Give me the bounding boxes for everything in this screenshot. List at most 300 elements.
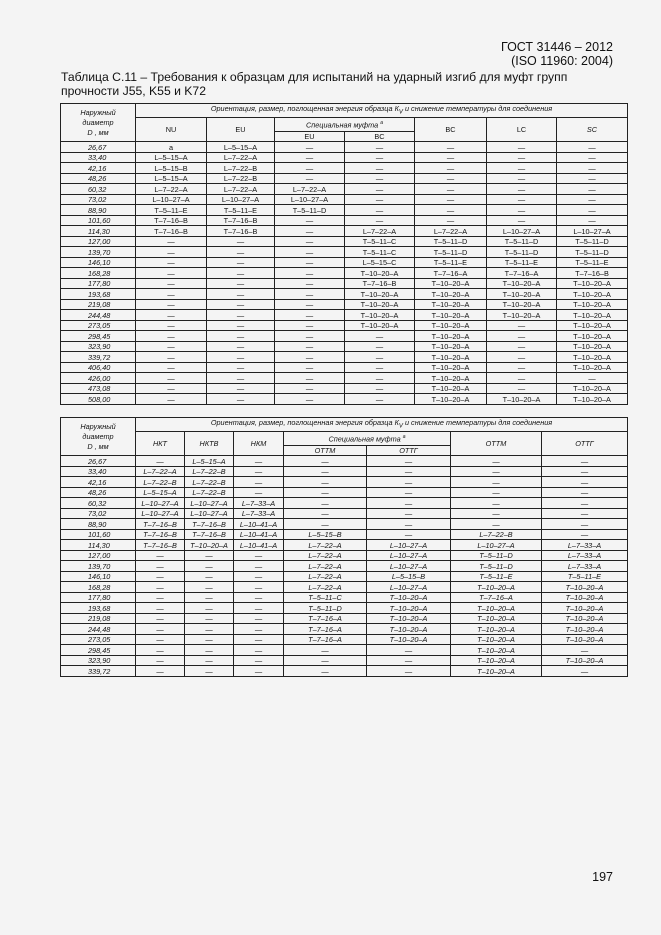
diameter-cell: 60,32 [61,184,136,195]
table-cell: — [542,519,628,530]
table-cell: T–10–20–A [451,666,542,677]
table-cell: T–10–20–A [415,278,487,289]
table-cell: — [234,645,284,656]
table-cell: — [367,519,451,530]
table-cell: — [136,247,207,258]
table-row [61,341,628,352]
table-cell: T–10–20–A [415,320,487,331]
table-cell: — [275,299,345,310]
table-cell: T–5–11–D [557,247,628,258]
table-cell: T–5–11–D [415,236,487,247]
table-cell: T–5–11–D [284,603,367,614]
table-cell: — [415,152,487,163]
table-cell: — [367,498,451,509]
table-cell: — [367,645,451,656]
table-cell: T–5–11–D [487,247,557,258]
table-row [61,666,628,677]
table-cell: L–7–22–A [284,540,367,551]
table-cell: — [136,383,207,394]
table-cell: T–10–20–A [557,394,628,405]
diameter-cell: 48,26 [61,173,136,184]
table-cell: T–10–20–A [487,278,557,289]
table-cell: T–10–20–A [542,634,628,645]
table-cell: T–10–20–A [557,331,628,342]
table-cell: — [415,184,487,195]
table-cell: T–10–20–A [451,603,542,614]
table-cell: L–7–33–A [542,540,628,551]
table-cell: — [185,561,234,572]
table-cell: T–10–20–A [557,320,628,331]
table-row [61,394,628,405]
diameter-cell: 244,48 [61,624,136,635]
table-row [61,477,628,488]
table-cell: T–10–20–A [415,299,487,310]
table-cell: — [542,529,628,540]
table-cell: — [185,603,234,614]
table-cell: L–5–15–C [345,257,415,268]
table-cell: — [275,257,345,268]
table-cell: — [345,362,415,373]
table-cell: T–5–11–D [487,236,557,247]
table-cell: — [136,331,207,342]
table-cell: — [136,645,185,656]
table-cell: L–10–41–A [234,529,284,540]
table-cell: — [136,268,207,279]
table-cell: L–10–41–A [234,519,284,530]
table-cell: — [542,508,628,519]
table-cell: — [487,383,557,394]
standard-number: ГОСТ 31446 – 2012 [501,40,613,54]
table-cell: — [207,236,275,247]
table-cell: — [136,310,207,321]
table-cell: — [487,320,557,331]
impact-test-table-2 [60,417,628,677]
table-cell: T–10–20–A [557,278,628,289]
table-cell: — [275,142,345,153]
table-cell: L–5–15–A [185,456,234,467]
table-cell: T–10–20–A [367,624,451,635]
table-cell: — [234,634,284,645]
table-cell: T–10–20–A [542,603,628,614]
table-cell: — [451,487,542,498]
table-cell: — [557,373,628,384]
table-cell: L–10–27–A [185,498,234,509]
table-cell: L–7–22–A [275,184,345,195]
diameter-cell: 127,00 [61,550,136,561]
table-cell: — [207,257,275,268]
diameter-cell: 33,40 [61,466,136,477]
col-header: LC [487,118,557,142]
table-row [61,456,628,467]
table-cell: — [234,624,284,635]
table-cell: — [542,477,628,488]
col-header: BC [345,131,415,142]
table-cell: T–10–20–A [415,394,487,405]
table-cell: T–10–20–A [542,592,628,603]
table-row [61,634,628,645]
table-cell: — [275,215,345,226]
table-cell: — [207,341,275,352]
table-cell: T–7–16–B [136,529,185,540]
table-cell: — [284,655,367,666]
special-coupling-header: Специальная муфта $^a$ [275,118,415,131]
table-cell: — [136,550,185,561]
table-cell: L–7–22–A [284,561,367,572]
table-cell: — [207,373,275,384]
table-cell: T–7–16–B [136,519,185,530]
table-cell: — [275,226,345,237]
table-cell: — [136,655,185,666]
diameter-cell: 88,90 [61,205,136,216]
table-cell: L–10–27–A [136,498,185,509]
table-cell: — [542,487,628,498]
table-cell: L–10–27–A [136,194,207,205]
table-row [61,466,628,477]
diameter-cell: 177,80 [61,278,136,289]
table-cell: T–10–20–A [451,613,542,624]
diameter-cell: 273,05 [61,634,136,645]
table-cell: L–7–22–A [345,226,415,237]
col-header: NU [136,118,207,142]
table-cell: T–7–16–A [451,592,542,603]
diameter-cell: 60,32 [61,498,136,509]
table-cell: — [136,320,207,331]
diameter-cell: 406,40 [61,362,136,373]
table-cell: T–10–20–A [542,582,628,593]
table-cell: — [275,341,345,352]
table-row [61,257,628,268]
table-cell: — [367,666,451,677]
table-cell: — [207,247,275,258]
table-cell: — [542,645,628,656]
table-cell: — [275,173,345,184]
table-cell: L–7–22–B [207,173,275,184]
diameter-cell: 146,10 [61,571,136,582]
table-cell: — [284,466,367,477]
table-cell: — [207,289,275,300]
table-cell: L–10–27–A [275,194,345,205]
table-cell: — [136,362,207,373]
table-cell: — [234,582,284,593]
table-cell: — [234,666,284,677]
table-cell: — [415,215,487,226]
table-cell: — [451,498,542,509]
table-cell: — [234,477,284,488]
table-cell: L–5–15–A [136,487,185,498]
table-cell: L–7–22–A [415,226,487,237]
table-cell: T–10–20–A [415,310,487,321]
table-cell: — [415,205,487,216]
table-row [61,529,628,540]
table-cell: T–7–16–A [487,268,557,279]
table-cell: — [207,394,275,405]
table-cell: L–10–27–A [487,226,557,237]
diameter-cell: 73,02 [61,508,136,519]
table-cell: — [345,152,415,163]
table-cell: T–10–20–A [415,383,487,394]
table-cell: — [275,268,345,279]
table-row [61,592,628,603]
table-cell: — [234,561,284,572]
diameter-cell: 101,60 [61,529,136,540]
diameter-cell: 244,48 [61,310,136,321]
table-row [61,331,628,342]
table-row [61,173,628,184]
table-cell: — [415,142,487,153]
table-cell: L–10–27–A [367,561,451,572]
table-cell: T–7–16–B [136,540,185,551]
table-cell: — [185,634,234,645]
table-cell: — [415,173,487,184]
table-cell: — [185,571,234,582]
page-number: 197 [592,870,613,884]
table-cell: T–10–20–A [487,299,557,310]
table-cell: L–5–15–B [136,163,207,174]
table-cell: T–10–20–A [557,352,628,363]
table-cell: — [487,215,557,226]
table-cell: T–5–11–D [451,561,542,572]
table-cell: T–10–20–A [415,289,487,300]
table-cell: L–5–15–A [136,173,207,184]
table-cell: — [136,603,185,614]
table-cell: — [234,456,284,467]
table-cell: T–10–20–A [557,289,628,300]
table-row [61,152,628,163]
table-row [61,550,628,561]
table-cell: — [185,582,234,593]
table-row [61,268,628,279]
col-header: BC [415,118,487,142]
table-cell: T–7–16–B [207,215,275,226]
table-cell: T–10–20–A [415,331,487,342]
col-header: ОТТМ [451,432,542,456]
table-row [61,603,628,614]
table-cell: — [487,373,557,384]
table-cell: T–5–11–E [451,571,542,582]
table-cell: — [275,373,345,384]
table-cell: L–7–22–B [185,487,234,498]
table-cell: T–10–20–A [345,310,415,321]
table-cell: — [367,456,451,467]
table-cell: — [275,163,345,174]
table-row [61,561,628,572]
table-cell: T–10–20–A [557,383,628,394]
table-cell: T–10–20–A [367,634,451,645]
special-coupling-header: Специальная муфта $^a$ [284,432,451,445]
table-cell: — [207,320,275,331]
table-row [61,205,628,216]
table-cell: — [487,362,557,373]
table-row [61,236,628,247]
table-cell: T–10–20–A [542,613,628,624]
table-cell: — [207,268,275,279]
table-cell: — [367,487,451,498]
table-row [61,247,628,258]
table-cell: — [345,341,415,352]
table-cell: — [136,571,185,582]
table-cell: L–7–22–B [451,529,542,540]
diameter-cell: 323,90 [61,341,136,352]
table-cell: — [136,634,185,645]
table-row [61,289,628,300]
table-cell: T–5–11–E [557,257,628,268]
table-cell: — [345,184,415,195]
diameter-cell: 193,68 [61,289,136,300]
table-cell: — [345,173,415,184]
table-cell: T–10–20–A [542,624,628,635]
table-cell: — [345,373,415,384]
table-row [61,310,628,321]
table-cell: — [557,184,628,195]
table-cell: — [487,352,557,363]
diameter-cell: 339,72 [61,352,136,363]
diameter-header: Наружный диаметр D , мм [61,104,136,142]
table-cell: — [345,194,415,205]
table-cell: L–7–22–A [136,184,207,195]
table-row [61,613,628,624]
table-cell: L–10–27–A [185,508,234,519]
table-cell: — [136,592,185,603]
table-cell: — [136,278,207,289]
table-cell: T–10–20–A [557,341,628,352]
table-row [61,508,628,519]
table-cell: L–10–27–A [207,194,275,205]
table-cell: T–7–16–B [185,529,234,540]
table-cell: — [185,624,234,635]
table-cell: — [207,383,275,394]
table-cell: — [136,666,185,677]
table-cell: — [415,194,487,205]
table-cell: T–10–20–A [557,299,628,310]
diameter-cell: 339,72 [61,666,136,677]
table-cell: T–5–11–C [345,247,415,258]
diameter-cell: 33,40 [61,152,136,163]
table-cell: — [185,655,234,666]
table-cell: T–7–16–B [136,226,207,237]
table-cell: T–5–11–D [415,247,487,258]
table-cell: L–10–27–A [557,226,628,237]
table-cell: T–10–20–A [451,655,542,666]
table-cell: — [451,466,542,477]
table-cell: — [557,163,628,174]
table-cell: T–10–20–A [415,352,487,363]
table-cell: — [275,383,345,394]
table-cell: — [185,666,234,677]
table-cell: — [284,645,367,656]
table-caption: Таблица С.11 – Требования к образцам для испытаний на ударный изгиб для муфт групп прочности J55, K55 и K72 [61,70,568,98]
diameter-cell: 88,90 [61,519,136,530]
table-cell: T–10–20–A [185,540,234,551]
table-cell: — [136,373,207,384]
table-cell: T–10–20–A [487,394,557,405]
col-header: EU [275,131,345,142]
table-row [61,299,628,310]
table-cell: — [487,205,557,216]
table-cell: L–7–22–B [136,477,185,488]
diameter-cell: 26,67 [61,456,136,467]
table-row [61,571,628,582]
table-cell: — [345,163,415,174]
table-cell: — [557,152,628,163]
table-row [61,540,628,551]
table-cell: T–10–20–A [415,341,487,352]
table-cell: L–7–22–B [207,163,275,174]
table-cell: — [345,352,415,363]
table-cell: — [185,613,234,624]
diameter-cell: 168,28 [61,268,136,279]
diameter-cell: 323,90 [61,655,136,666]
table-cell: L–7–33–A [542,550,628,561]
table-cell: L–7–22–A [207,184,275,195]
table-row [61,655,628,666]
table-cell: L–5–15–A [136,152,207,163]
table-cell: T–7–16–B [557,268,628,279]
table-cell: — [207,278,275,289]
table-cell: T–5–11–C [345,236,415,247]
table-cell: — [542,456,628,467]
diameter-cell: 193,68 [61,603,136,614]
table-cell: — [542,498,628,509]
table-cell: — [136,341,207,352]
table-cell: T–5–11–E [487,257,557,268]
table-cell: L–5–15–B [367,571,451,582]
table-cell: — [234,613,284,624]
diameter-cell: 298,45 [61,331,136,342]
diameter-cell: 177,80 [61,592,136,603]
table-cell: — [207,331,275,342]
table-cell: T–5–11–D [557,236,628,247]
table-cell: a [136,142,207,153]
table-cell: — [487,173,557,184]
table-cell: T–7–16–A [415,268,487,279]
table-row [61,498,628,509]
table-cell: — [207,299,275,310]
table-cell: T–7–16–B [185,519,234,530]
table-cell: — [234,592,284,603]
table-cell: — [557,194,628,205]
table-cell: — [345,383,415,394]
table-row [61,519,628,530]
table-row [61,645,628,656]
table-cell: — [234,603,284,614]
table-cell: — [234,655,284,666]
col-header: НКТВ [185,432,234,456]
table-cell: — [185,550,234,561]
table-cell: L–7–22–A [136,466,185,477]
table-cell: — [136,561,185,572]
diameter-cell: 473,08 [61,383,136,394]
table-cell: L–10–27–A [136,508,185,519]
table-cell: — [234,571,284,582]
document-header [501,40,613,68]
table-row [61,142,628,153]
table-cell: — [415,163,487,174]
table-cell: — [367,655,451,666]
table-cell: T–5–11–E [415,257,487,268]
diameter-cell: 168,28 [61,582,136,593]
table-cell: T–5–11–E [542,571,628,582]
table-cell: L–10–27–A [367,550,451,561]
table-cell: — [367,529,451,540]
table-cell: T–10–20–A [367,592,451,603]
table-cell: L–7–22–A [207,152,275,163]
table-row [61,487,628,498]
table-cell: T–5–11–C [284,592,367,603]
table-cell: L–10–27–A [367,582,451,593]
col-header: SC [557,118,628,142]
table-cell: — [345,142,415,153]
table-cell: — [451,456,542,467]
